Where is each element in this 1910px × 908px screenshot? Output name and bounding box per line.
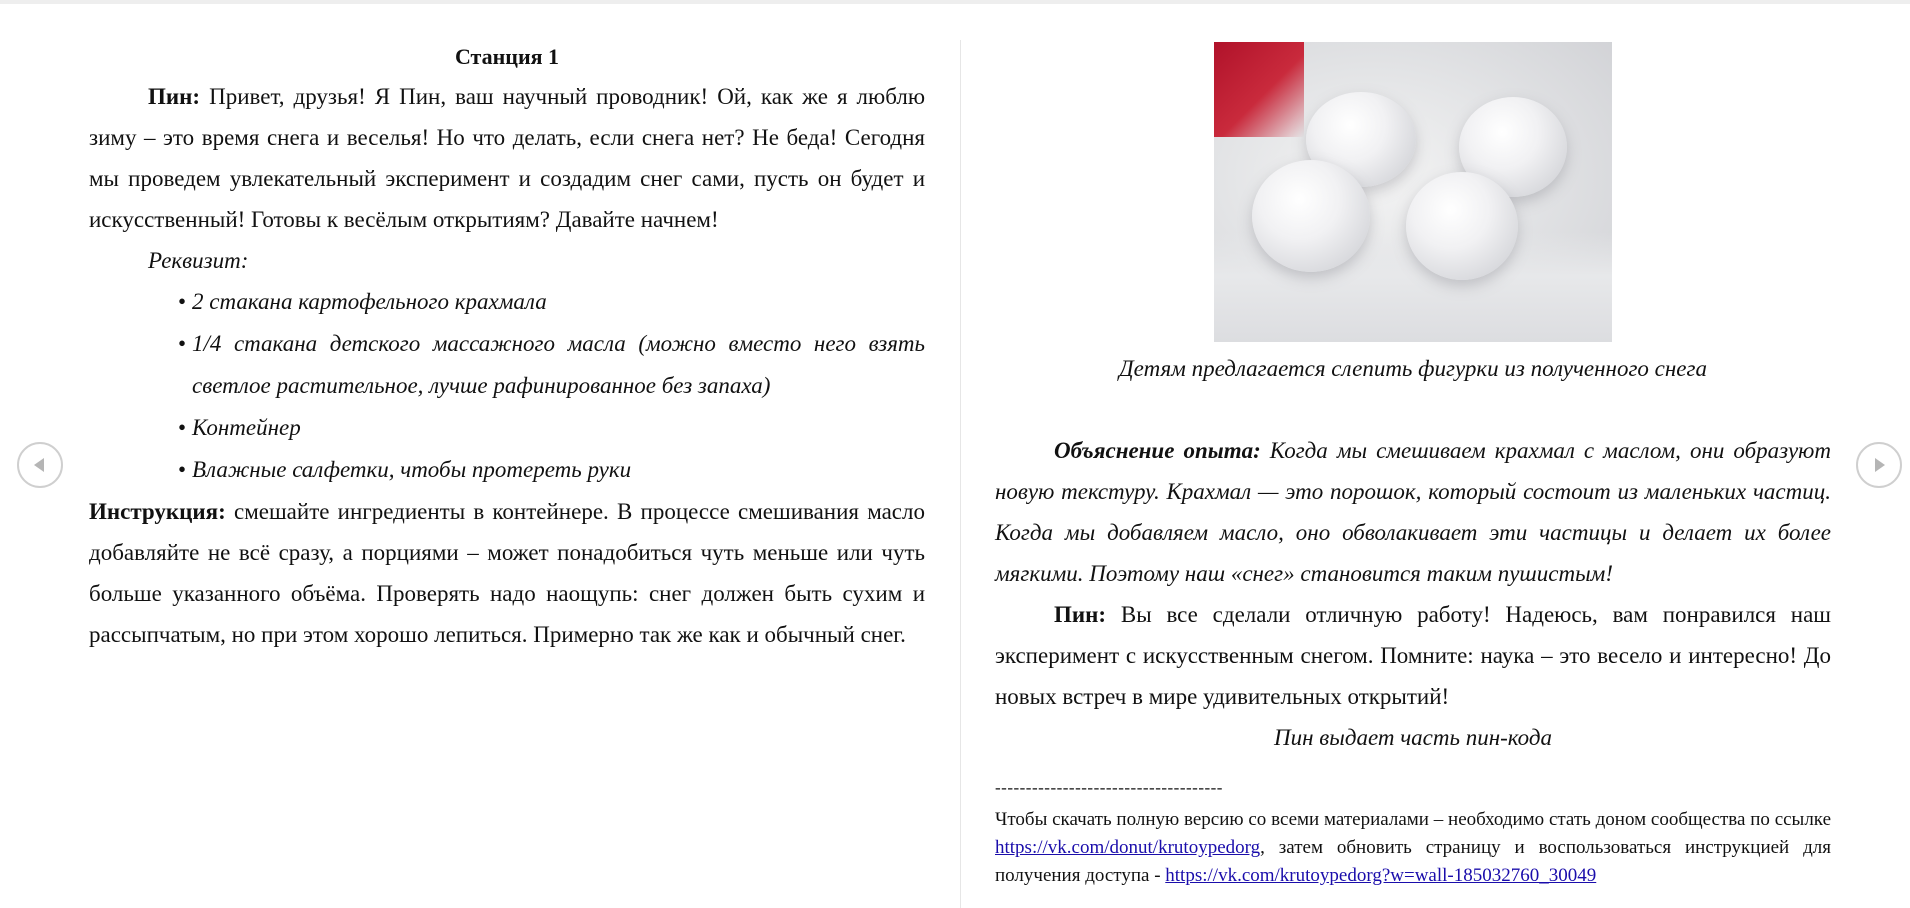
chevron-left-icon <box>31 456 49 474</box>
pin-code-note: Пин выдает часть пин-кода <box>1273 725 1553 750</box>
snow-photo <box>1214 42 1612 342</box>
list-item-text: Влажные салфетки, чтобы протереть руки <box>192 457 632 482</box>
photo-caption: Детям предлагается слепить фигурки из полученного снега <box>1119 356 1707 381</box>
snowball <box>1406 172 1518 280</box>
explanation-label: Объяснение опыта: <box>1054 438 1261 463</box>
wall-post-link[interactable]: https://vk.com/krutoypedorg?w=wall-185032760_30049 <box>1165 865 1597 886</box>
next-page-button[interactable] <box>1856 442 1902 488</box>
instruction-label: Инструкция: <box>89 499 226 524</box>
right-page <box>995 38 1831 890</box>
page-divider <box>960 40 961 908</box>
footer-text: Чтобы скачать полную версию со всеми материалами – необходимо стать доном сообщества по ссылке <box>995 809 1831 830</box>
snowball <box>1252 160 1370 272</box>
separator-line: ------------------------------------- <box>995 778 1223 797</box>
top-border <box>0 0 1910 4</box>
outro-paragraph <box>995 594 1831 717</box>
donut-link[interactable]: https://vk.com/donut/krutoypedorg <box>995 837 1261 858</box>
list-item <box>178 407 925 449</box>
prev-page-button[interactable] <box>17 442 63 488</box>
intro-text: Привет, друзья! Я Пин, ваш научный проводник! Ой, как же я люблю зиму – это время снега и веселья! Но что делать, если снега нет? Не беда! Сегодня мы проведем увлекательный эксперимент и создадим снег сами, пусть он будет и искусственный! Готовы к весёлым открытиям? Давайте начнем! <box>89 84 925 232</box>
outro-text: Вы все сделали отличную работу! Надеюсь, вам понравился наш эксперимент с искусственным снегом. Помните: наука – это весело и интересно! До новых встреч в мире удивительных открытий! <box>995 602 1831 709</box>
footer-text: , затем обновить страницу и воспользоваться инструкцией для получения доступа - <box>995 837 1831 886</box>
bullet: • <box>178 457 187 482</box>
explanation-paragraph <box>995 430 1831 594</box>
props-list <box>89 281 925 491</box>
intro-speaker-label: Пин: <box>148 84 201 109</box>
photo-red-corner <box>1214 42 1304 137</box>
intro-paragraph <box>89 76 925 240</box>
left-page <box>89 38 925 655</box>
chevron-right-icon <box>1870 456 1888 474</box>
list-item-text: 1/4 стакана детского массажного масла (можно вместо него взять светлое растительное, лучше рафинированное без запаха) <box>192 331 925 398</box>
list-item <box>178 281 925 323</box>
bullet: • <box>178 415 187 440</box>
station-title: Станция 1 <box>454 44 560 69</box>
footer-note <box>995 806 1831 890</box>
bullet: • <box>178 331 187 356</box>
list-item-text: Контейнер <box>192 415 301 440</box>
props-label: Реквизит: <box>148 248 249 273</box>
instruction-paragraph <box>89 491 925 655</box>
list-item-text: 2 стакана картофельного крахмала <box>192 289 547 314</box>
list-item <box>178 449 925 491</box>
list-item <box>178 323 925 407</box>
outro-speaker-label: Пин: <box>1054 602 1107 627</box>
bullet: • <box>178 289 187 314</box>
explanation-text: Когда мы смешиваем крахмал с маслом, они образуют новую текстуру. Крахмал — это порошок, который состоит из маленьких частиц. Когда мы добавляем масло, оно обволакивает эти частицы и делает их более мягкими. Поэтому наш «снег» становится таким пушистым! <box>995 438 1831 586</box>
instruction-text: смешайте ингредиенты в контейнере. В процессе смешивания масло добавляйте не всё сразу, а порциями – может понадобиться чуть меньше или чуть больше указанного объёма. Проверять надо наощупь: снег должен быть сухим и рассыпчатым, но при этом хорошо лепиться. Примерно так же как и обычный снег. <box>89 499 925 647</box>
